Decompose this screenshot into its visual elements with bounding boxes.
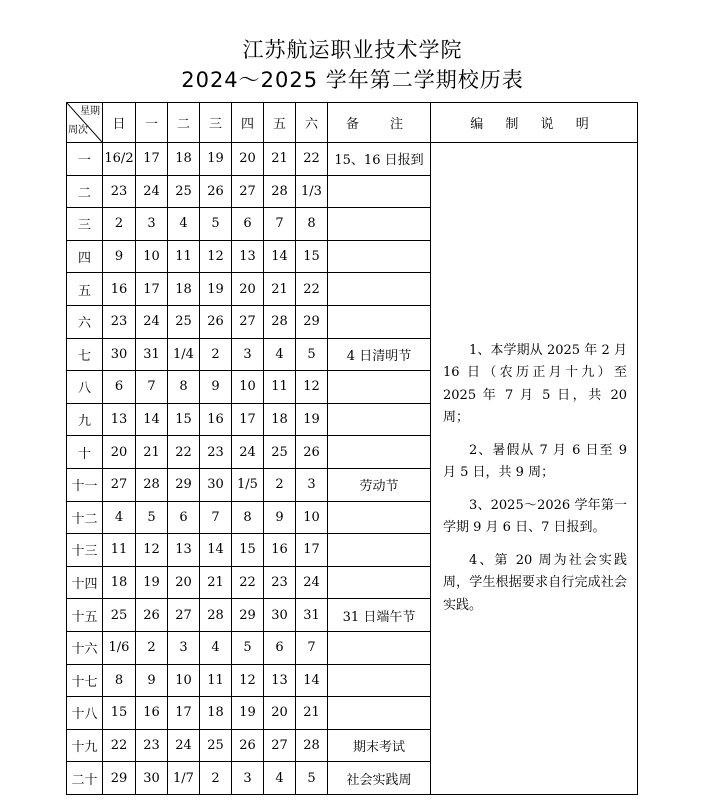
- date-cell: 15: [168, 403, 200, 436]
- date-cell: 18: [200, 697, 232, 730]
- header-day-wed: 三: [200, 103, 232, 143]
- corner-weekday-label: 星期: [80, 106, 100, 117]
- date-cell: 6: [103, 371, 136, 404]
- date-cell: 11: [264, 371, 296, 404]
- header-day-tue: 二: [168, 103, 200, 143]
- week-number: 二十: [67, 762, 103, 795]
- week-number: 十五: [67, 599, 103, 632]
- date-cell: 22: [103, 729, 136, 762]
- header-day-sun: 日: [103, 103, 136, 143]
- date-cell: 20: [168, 566, 200, 599]
- remark-cell: [328, 371, 431, 404]
- date-cell: 11: [200, 664, 232, 697]
- date-cell: 21: [200, 566, 232, 599]
- date-cell: 28: [136, 468, 168, 501]
- date-cell: 1/4: [168, 338, 200, 371]
- date-cell: 6: [168, 501, 200, 534]
- header-day-fri: 五: [264, 103, 296, 143]
- date-cell: 17: [168, 697, 200, 730]
- date-cell: 30: [200, 468, 232, 501]
- date-cell: 30: [103, 338, 136, 371]
- date-cell: 2: [200, 338, 232, 371]
- date-cell: 24: [136, 175, 168, 208]
- date-cell: 15: [296, 240, 328, 273]
- date-cell: 20: [232, 273, 264, 306]
- date-cell: 24: [232, 436, 264, 469]
- explanation-cell: [431, 143, 638, 795]
- date-cell: 23: [136, 729, 168, 762]
- date-cell: 26: [136, 599, 168, 632]
- date-cell: 4: [168, 208, 200, 241]
- date-cell: 26: [200, 175, 232, 208]
- date-cell: 27: [103, 468, 136, 501]
- date-cell: 11: [168, 240, 200, 273]
- explanation-item: 4、第 20 周为社会实践周，学生根据要求自行完成社会实践。: [443, 552, 627, 613]
- date-cell: 3: [232, 338, 264, 371]
- date-cell: 1/7: [168, 762, 200, 795]
- date-cell: 23: [200, 436, 232, 469]
- date-cell: 7: [264, 208, 296, 241]
- date-cell: 19: [232, 697, 264, 730]
- week-number: 十四: [67, 566, 103, 599]
- date-cell: 25: [168, 175, 200, 208]
- explanation-item: 2、暑假从 7 月 6 日至 9 月 5 日，共 9 周；: [443, 442, 627, 481]
- date-cell: 16: [264, 534, 296, 567]
- date-cell: 27: [168, 599, 200, 632]
- date-cell: 22: [168, 436, 200, 469]
- date-cell: 21: [296, 697, 328, 730]
- date-cell: 22: [296, 273, 328, 306]
- date-cell: 15: [103, 697, 136, 730]
- week-number: 四: [67, 240, 103, 273]
- remark-cell: 社会实践周: [328, 762, 431, 795]
- date-cell: 8: [296, 208, 328, 241]
- date-cell: 7: [296, 631, 328, 664]
- remark-cell: [328, 208, 431, 241]
- week-number: 三: [67, 208, 103, 241]
- date-cell: 23: [264, 566, 296, 599]
- date-cell: 20: [264, 697, 296, 730]
- week-number: 一: [67, 143, 103, 176]
- date-cell: 26: [232, 729, 264, 762]
- remark-cell: [328, 403, 431, 436]
- date-cell: 2: [136, 631, 168, 664]
- remark-cell: 4 日清明节: [328, 338, 431, 371]
- week-number: 十九: [67, 729, 103, 762]
- date-cell: 14: [136, 403, 168, 436]
- week-number: 七: [67, 338, 103, 371]
- date-cell: 18: [264, 403, 296, 436]
- date-cell: 14: [264, 240, 296, 273]
- week-number: 十八: [67, 697, 103, 730]
- date-cell: 13: [103, 403, 136, 436]
- date-cell: 23: [103, 305, 136, 338]
- date-cell: 19: [200, 273, 232, 306]
- header-day-sat: 六: [296, 103, 328, 143]
- school-calendar-table: [66, 102, 638, 795]
- remark-cell: [328, 631, 431, 664]
- date-cell: 18: [103, 566, 136, 599]
- date-cell: 21: [264, 273, 296, 306]
- remark-cell: [328, 175, 431, 208]
- remark-cell: [328, 534, 431, 567]
- week-number: 十六: [67, 631, 103, 664]
- header-explanation: 编 制 说 明: [431, 103, 638, 143]
- week-number: 八: [67, 371, 103, 404]
- date-cell: 6: [264, 631, 296, 664]
- date-cell: 7: [136, 371, 168, 404]
- week-number: 十: [67, 436, 103, 469]
- date-cell: 30: [136, 762, 168, 795]
- date-cell: 28: [264, 175, 296, 208]
- date-cell: 30: [264, 599, 296, 632]
- date-cell: 22: [232, 566, 264, 599]
- remark-cell: 期末考试: [328, 729, 431, 762]
- date-cell: 17: [136, 273, 168, 306]
- date-cell: 14: [296, 664, 328, 697]
- week-day-corner-cell: [67, 103, 103, 143]
- date-cell: 17: [136, 143, 168, 176]
- header-day-mon: 一: [136, 103, 168, 143]
- date-cell: 8: [232, 501, 264, 534]
- date-cell: 25: [103, 599, 136, 632]
- date-cell: 19: [136, 566, 168, 599]
- date-cell: 20: [232, 143, 264, 176]
- week-number: 十三: [67, 534, 103, 567]
- week-number: 十二: [67, 501, 103, 534]
- date-cell: 15: [232, 534, 264, 567]
- date-cell: 10: [168, 664, 200, 697]
- date-cell: 6: [232, 208, 264, 241]
- date-cell: 12: [136, 534, 168, 567]
- date-cell: 27: [232, 305, 264, 338]
- explanation-item: 1、本学期从 2025 年 2 月 16 日（农历正月十九）至 2025 年 7 月 5 日，共 20 周；: [443, 342, 627, 426]
- date-cell: 5: [296, 338, 328, 371]
- date-cell: 12: [200, 240, 232, 273]
- date-cell: 28: [296, 729, 328, 762]
- date-cell: 10: [136, 240, 168, 273]
- date-cell: 28: [200, 599, 232, 632]
- date-cell: 28: [264, 305, 296, 338]
- week-number: 二: [67, 175, 103, 208]
- date-cell: 4: [200, 631, 232, 664]
- date-cell: 25: [264, 436, 296, 469]
- date-cell: 24: [136, 305, 168, 338]
- date-cell: 29: [103, 762, 136, 795]
- header-row: [67, 103, 638, 143]
- date-cell: 10: [296, 501, 328, 534]
- date-cell: 1/3: [296, 175, 328, 208]
- date-cell: 2: [103, 208, 136, 241]
- date-cell: 12: [296, 371, 328, 404]
- date-cell: 18: [168, 143, 200, 176]
- date-cell: 9: [103, 240, 136, 273]
- date-cell: 9: [136, 664, 168, 697]
- date-cell: 21: [264, 143, 296, 176]
- date-cell: 3: [168, 631, 200, 664]
- date-cell: 19: [296, 403, 328, 436]
- date-cell: 25: [168, 305, 200, 338]
- remark-cell: [328, 664, 431, 697]
- date-cell: 5: [296, 762, 328, 795]
- date-cell: 31: [136, 338, 168, 371]
- date-cell: 12: [232, 664, 264, 697]
- week-number: 十七: [67, 664, 103, 697]
- date-cell: 9: [200, 371, 232, 404]
- date-cell: 25: [200, 729, 232, 762]
- date-cell: 26: [200, 305, 232, 338]
- date-cell: 31: [296, 599, 328, 632]
- date-cell: 24: [296, 566, 328, 599]
- date-cell: 11: [103, 534, 136, 567]
- date-cell: 27: [264, 729, 296, 762]
- remark-cell: 劳动节: [328, 468, 431, 501]
- explanation-text: [431, 310, 637, 618]
- date-cell: 29: [168, 468, 200, 501]
- school-name: 江苏航运职业技术学院: [242, 38, 463, 62]
- date-cell: 19: [200, 143, 232, 176]
- date-cell: 13: [168, 534, 200, 567]
- remark-cell: 31 日端午节: [328, 599, 431, 632]
- corner-week-label: 周次: [68, 125, 88, 136]
- explanation-item: 3、2025～2026 学年第一学期 9 月 6 日、7 日报到。: [443, 497, 627, 536]
- date-cell: 16/2: [103, 143, 136, 176]
- week-row: [67, 143, 638, 176]
- date-cell: 3: [136, 208, 168, 241]
- remark-cell: [328, 240, 431, 273]
- date-cell: 9: [264, 501, 296, 534]
- remark-cell: [328, 273, 431, 306]
- date-cell: 3: [232, 762, 264, 795]
- remark-cell: [328, 697, 431, 730]
- date-cell: 2: [264, 468, 296, 501]
- remark-cell: 15、16 日报到: [328, 143, 431, 176]
- date-cell: 8: [168, 371, 200, 404]
- date-cell: 10: [232, 371, 264, 404]
- date-cell: 29: [232, 599, 264, 632]
- remark-cell: [328, 305, 431, 338]
- date-cell: 26: [296, 436, 328, 469]
- date-cell: 18: [168, 273, 200, 306]
- remark-cell: [328, 436, 431, 469]
- date-cell: 1/5: [232, 468, 264, 501]
- date-cell: 24: [168, 729, 200, 762]
- header-day-thu: 四: [232, 103, 264, 143]
- date-cell: 2: [200, 762, 232, 795]
- date-cell: 5: [232, 631, 264, 664]
- week-number: 十一: [67, 468, 103, 501]
- date-cell: 22: [296, 143, 328, 176]
- week-number: 五: [67, 273, 103, 306]
- date-cell: 5: [200, 208, 232, 241]
- header-remarks: 备 注: [328, 103, 431, 143]
- date-cell: 13: [232, 240, 264, 273]
- date-cell: 27: [232, 175, 264, 208]
- date-cell: 4: [264, 762, 296, 795]
- date-cell: 14: [200, 534, 232, 567]
- date-cell: 4: [264, 338, 296, 371]
- remark-cell: [328, 566, 431, 599]
- date-cell: 17: [232, 403, 264, 436]
- date-cell: 16: [200, 403, 232, 436]
- calendar-title: 2024～2025 学年第二学期校历表: [181, 68, 524, 92]
- date-cell: 21: [136, 436, 168, 469]
- date-cell: 1/6: [103, 631, 136, 664]
- date-cell: 8: [103, 664, 136, 697]
- week-number: 六: [67, 305, 103, 338]
- date-cell: 16: [136, 697, 168, 730]
- date-cell: 16: [103, 273, 136, 306]
- date-cell: 17: [296, 534, 328, 567]
- date-cell: 23: [103, 175, 136, 208]
- date-cell: 13: [264, 664, 296, 697]
- week-number: 九: [67, 403, 103, 436]
- date-cell: 3: [296, 468, 328, 501]
- date-cell: 20: [103, 436, 136, 469]
- date-cell: 5: [136, 501, 168, 534]
- date-cell: 4: [103, 501, 136, 534]
- remark-cell: [328, 501, 431, 534]
- date-cell: 7: [200, 501, 232, 534]
- date-cell: 29: [296, 305, 328, 338]
